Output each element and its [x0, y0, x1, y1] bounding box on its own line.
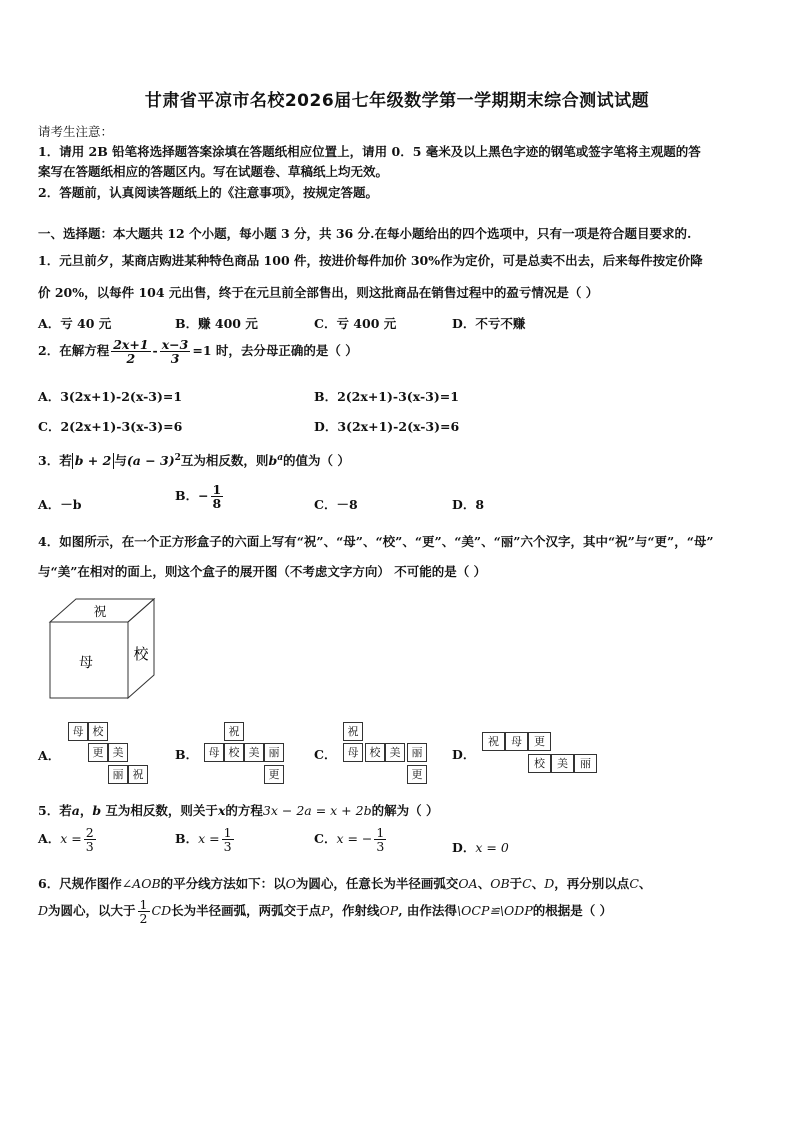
q3-prefix: 3．若	[38, 453, 72, 468]
net-c-cell: 美	[385, 743, 405, 762]
q6-point-d: D	[38, 903, 49, 919]
q6-point-o: O	[285, 876, 296, 891]
q5-optb-lhs: x =	[198, 831, 220, 847]
q2-frac1-num: 2x+1	[113, 337, 149, 352]
net-d-cell: 校	[528, 754, 551, 773]
q6-point-d: D	[544, 876, 555, 891]
net-c-cell: 更	[407, 765, 427, 784]
q5-option-d[interactable]	[452, 838, 509, 856]
net-d-cell: 更	[528, 732, 551, 751]
page-title: 甘肃省平凉市名校2026届七年级数学第一学期期末综合测试试题	[144, 91, 650, 111]
q3-square-exponent: 2	[174, 452, 181, 463]
net-d-cell: 丽	[574, 754, 597, 773]
net-a-cell: 美	[108, 743, 128, 762]
q5-optc-num: 1	[376, 825, 385, 840]
q5-optb-label: B．	[175, 831, 199, 847]
q5-optd-expr: x = 0	[475, 840, 509, 855]
q3-optb-den: 8	[212, 496, 222, 512]
q5-optc-lhs: x = −	[336, 831, 373, 847]
q5-opta-lhs: x =	[60, 831, 82, 847]
q5-comma: ，	[79, 803, 93, 818]
q5-optd-label: D．	[452, 840, 476, 855]
q4-option-d-label[interactable]: D．	[452, 747, 476, 762]
q6-ray-op: OP	[379, 903, 399, 919]
q5-prefix: 5．若	[38, 803, 72, 818]
notice-item-2: 2．答题前，认真阅读答题纸上的《注意事项》，按规定答题。	[38, 185, 378, 200]
q2-option-d[interactable]: D．3(2x+1)-2(x-3)=6	[314, 419, 460, 434]
net-a-cell: 丽	[108, 765, 128, 784]
cube-figure	[46, 596, 158, 702]
q6-line2	[38, 898, 612, 925]
q5-stem	[38, 801, 438, 819]
q5-optb-num: 1	[223, 825, 232, 840]
q6-point-c: C	[629, 876, 639, 891]
net-c-cell: 丽	[407, 743, 427, 762]
q3-square-expression: (a − 3)	[126, 453, 175, 468]
q4-line2: 与“美”在相对的面上，则这个盒子的展开图（不考虑文字方向） 不可能的是（ ）	[38, 564, 487, 579]
q2-minus: -	[152, 343, 158, 359]
net-b-cell: 丽	[264, 743, 284, 762]
q3-power-base: b	[268, 453, 278, 468]
q2-frac1-den: 2	[126, 351, 136, 367]
q5-var-b: b	[92, 803, 102, 818]
net-a-cell: 祝	[128, 765, 148, 784]
q4-option-b-label[interactable]: B．	[175, 747, 199, 762]
q6-angle: ∠AOB	[121, 876, 161, 891]
q5-var-a: a	[71, 803, 80, 818]
q1-option-b[interactable]: B．赚 400 元	[175, 316, 258, 331]
q3-suffix: 的值为（ ）	[283, 453, 350, 468]
net-b-cell: 校	[224, 743, 244, 762]
q6-text: 长为半径画弧，两弧交于点	[171, 903, 322, 919]
q2-fraction-1	[111, 338, 150, 365]
q5-option-a[interactable]	[38, 826, 98, 853]
q6-congruence: \OCP≌\ODP	[456, 903, 533, 919]
q6-sep: 、	[477, 876, 491, 891]
q3-option-b-label: B．−	[175, 488, 209, 504]
q2-option-a[interactable]: A．3(2x+1)-2(x-3)=1	[38, 389, 183, 404]
q5-optc-fraction	[374, 826, 386, 853]
q5-option-c[interactable]	[314, 826, 388, 853]
q2-option-c[interactable]: C．2(2x+1)-3(x-3)=6	[38, 419, 183, 434]
q3-option-d[interactable]: D．8	[452, 497, 485, 512]
q5-mid: 互为相反数，则关于	[101, 803, 218, 818]
q5-opta-label: A．	[38, 831, 61, 847]
q6-text: , 由作法得	[398, 903, 457, 919]
cube-top-label: 祝	[93, 605, 107, 620]
q2-fraction-2	[160, 338, 191, 365]
q1-option-a[interactable]: A．亏 40 元	[38, 316, 112, 331]
net-b-cell: 母	[204, 743, 224, 762]
q6-text: 于	[509, 876, 523, 891]
net-a-cell: 更	[88, 743, 108, 762]
q6-text: ，作射线	[329, 903, 380, 919]
q3-stem	[38, 451, 350, 469]
q5-opta-den: 3	[85, 839, 94, 855]
net-d-cell: 母	[505, 732, 528, 751]
q6-text: 6．尺规作图作	[38, 876, 122, 891]
cube-side-label: 校	[133, 645, 149, 663]
net-b-cell: 祝	[224, 722, 244, 741]
notice-item-1a: 1．请用 2B 铅笔将选择题答案涂填在答题纸相应位置上，请用 0．5 毫米及以上黑色字迹的钢笔或签字笔将主观题的答	[38, 144, 701, 159]
q1-line1: 1．元旦前夕，某商店购进某种特色商品 100 件，按进价每件加价 30%作为定价，可是总卖不出去，后来每件按定价降	[38, 253, 703, 268]
q4-option-a-label[interactable]: A．	[38, 748, 61, 763]
q5-optb-den: 3	[223, 839, 232, 855]
q3-option-b-fraction	[211, 483, 224, 510]
q5-optb-fraction	[222, 826, 234, 853]
q5-option-b[interactable]	[175, 826, 236, 853]
q6-half-num: 1	[139, 897, 148, 912]
q6-segment-cd: CD	[151, 903, 172, 919]
net-b-cell: 美	[244, 743, 264, 762]
q3-mid2: 互为相反数，则	[180, 453, 269, 468]
net-b-cell: 更	[264, 765, 284, 784]
q4-line1: 4．如图所示，在一个正方形盒子的六面上写有“祝”、“母”、“校”、“更”、“美”、“丽”六个汉字，其中“祝”与“更”，“母”	[38, 534, 714, 549]
cube-front-label: 母	[79, 655, 93, 671]
q6-half-fraction	[138, 898, 150, 925]
q5-opta-fraction	[84, 826, 96, 853]
q1-option-c[interactable]: C．亏 400 元	[314, 316, 397, 331]
notice-item-1b: 案写在答题纸相应的答题区内。写在试题卷、草稿纸上均无效。	[38, 164, 389, 179]
q3-power-exponent: a	[277, 452, 284, 463]
q3-optb-num: 1	[212, 482, 222, 497]
q6-sep: 、	[531, 876, 545, 891]
q5-opta-num: 2	[85, 825, 94, 840]
q5-mid2: 的方程	[225, 803, 263, 818]
q4-option-c-label[interactable]: C．	[314, 747, 337, 762]
q6-text: 的平分线方法如下：以	[160, 876, 286, 891]
q3-option-c[interactable]: C．－8	[314, 497, 358, 512]
q2-frac2-den: 3	[170, 351, 180, 367]
q1-option-d[interactable]: D．不亏不赚	[452, 316, 526, 331]
q5-equation: 3x − 2a = x + 2b	[262, 803, 372, 818]
net-d-cell: 祝	[482, 732, 505, 751]
q6-segment-ob: OB	[490, 876, 510, 891]
q3-abs-expression: b + 2	[72, 453, 115, 469]
section-heading: 一、选择题：本大题共 12 个小题，每小题 3 分，共 36 分.在每小题给出的四个选项中，只有一项是符合题目要求的.	[38, 226, 692, 241]
q5-var-x: x	[217, 803, 226, 818]
q6-line1	[38, 874, 651, 892]
q6-text: 为圆心，以大于	[48, 903, 136, 919]
q6-text: 为圆心，任意长为半径画弧交	[295, 876, 459, 891]
net-c-cell: 祝	[343, 722, 363, 741]
net-c-cell: 校	[365, 743, 385, 762]
q3-mid: 与	[114, 453, 127, 468]
q6-sep: 、	[638, 876, 652, 891]
net-d-cell: 美	[551, 754, 574, 773]
q5-optc-den: 3	[376, 839, 385, 855]
q2-option-b[interactable]: B．2(2x+1)-3(x-3)=1	[314, 389, 459, 404]
q6-segment-oa: OA	[458, 876, 478, 891]
q5-optc-label: C．	[314, 831, 337, 847]
q2-prefix: 2．在解方程	[38, 343, 110, 359]
q2-frac2-num: x−3	[161, 337, 189, 352]
q6-point-p: P	[321, 903, 330, 919]
q5-suffix: 的解为（ ）	[371, 803, 439, 818]
q6-point-c: C	[522, 876, 532, 891]
q6-text: 的根据是（ ）	[532, 903, 613, 919]
q2-stem	[38, 338, 358, 365]
notice-heading: 请考生注意：	[38, 124, 114, 139]
q1-line2: 价 20%，以每件 104 元出售，终于在元旦前全部售出，则这批商品在销售过程中的盈亏情况是（ ）	[38, 285, 599, 300]
q2-suffix: =1 时，去分母正确的是（ ）	[192, 343, 358, 359]
q6-text: ，再分别以点	[554, 876, 630, 891]
net-c-cell: 母	[343, 743, 363, 762]
net-a-cell: 校	[88, 722, 108, 741]
q3-option-b[interactable]	[175, 483, 225, 510]
q6-half-den: 2	[139, 911, 148, 927]
net-a-cell: 母	[68, 722, 88, 741]
q3-option-a[interactable]: A．－b	[38, 497, 82, 512]
